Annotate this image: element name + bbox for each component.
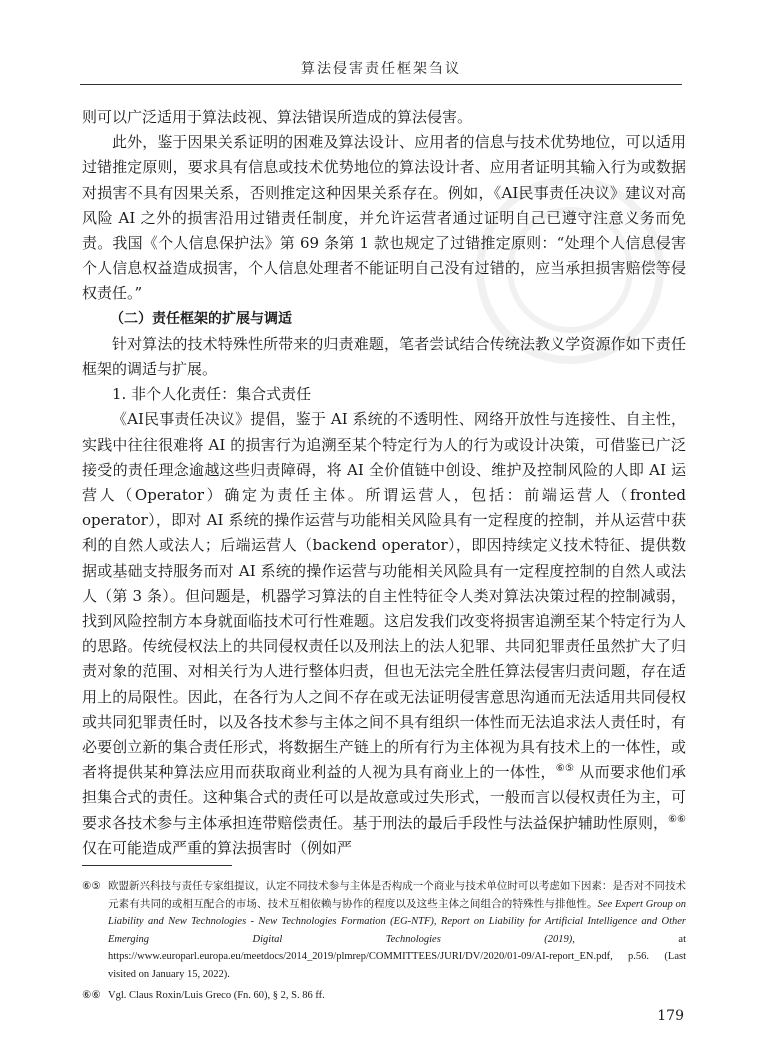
header-rule [80,84,682,85]
footnote-65 [82,878,686,983]
footnote-number: ⑥⑥ [82,989,101,1001]
paragraph-2: 此外，鉴于因果关系证明的困难及算法设计、应用者的信息与技术优势地位，可以适用过错推定原则，要求具有信息或技术优势地位的算法设计者、应用者证明其输入行为或数据对损害不具有因果关系，否则推定这种因果关系存在。例如，《AI民事责任决议》建议对高风险 AI 之外的损害沿用过错责任制度，并允许运营者通过证明自己已遵守注意义务而免责。我国《个人信息保护法》第 69 条第 1 款也规定了过错推定原则：“处理个人信息侵害个人信息权益造成损害，个人信息处理者不能证明自己没有过错的，应当承担损害赔偿等侵权责任。” [82,133,686,303]
footnote-number: ⑥⑤ [82,880,101,892]
running-head: 算法侵害责任框架刍议 [301,61,461,77]
footnote-citation-title: See Expert Group on Liability and New Technologies - New Technologies Formation (EG-NTF), Report on Liability for Artificial Intelligence and Other Emerging Digital Technologies (2019) [108,898,687,945]
footnote-ref-66[interactable]: ⑥⑥ [668,813,686,825]
footnote-66 [82,987,686,1005]
footnote-citation-link[interactable]: , at https://www.europarl.europa.eu/meetdocs/2014_2019/plmrep/COMMITTEES/JURI/DV/2020/01-09/AI-report_EN.pdf, p.56. (Last visited on January 15, 2022). [108,933,686,980]
footnote-text-zh: 欧盟新兴科技与责任专家组提议，认定不同技术参与主体是否构成一个商业与技术单位时可以考虑如下因素：是否对不同技术元素有共同的或相互配合的市场、技术互相依赖与协作的程度以及这些主体之间组合的特殊性与排他性。 [108,880,686,910]
main-text [82,105,686,861]
paragraph-4-part-a: 《AI民事责任决议》提倡，鉴于 AI 系统的不透明性、网络开放性与连接性、自主性，实践中往往很难将 AI 的损害行为追溯至某个特定行为人的行为或设计决策，可借鉴已广泛接受的责任理念逾越这些归责障碍，将 AI 全价值链中创设、维护及控制风险的人即 AI 运营人（Operator）确定为责任主体。所谓运营人，包括：前端运营人（fronted operator），即对 AI 系统的操作运营与功能相关风险具有一定程度的控制，并从运营中获利的自然人或法人；后端运营人（backend operator），即因持续定义技术特征、提供数据或基础支持服务而对 AI 系统的操作运营与功能相关风险具有一定程度控制的自然人或法人（第 3 条）。但问题是，机器学习算法的自主性特征令人类对算法决策过程的控制减弱，找到风险控制方本身就面临技术可行性难题。这启发我们改变将损害追溯至某个特定行为人的思路。传统侵权法上的共同侵权责任以及刑法上的法人犯罪、共同犯罪责任虽然扩大了归责对象的范围、对相关行为人进行整体归责，但也无法完全胜任算法侵害归责问题，存在适用上的局限性。因此，在各行为人之间不存在或无法证明侵害意思沟通而无法适用共同侵权或共同犯罪责任时，以及各技术参与主体之间不具有组织一体性而无法追求法人责任时，有必要创立新的集合责任形式，将数据生产链上的所有行为主体视为具有技术上的一体性，或者将提供某种算法应用而获取商业利益的人视为具有商业上的一体性， [82,410,686,782]
page-number: 179 [657,1008,684,1024]
paragraph-4-part-c: 仅在可能造成严重的算法损害时（例如严 [82,838,353,857]
paragraph-1: 则可以广泛适用于算法歧视、算法错误所造成的算法侵害。 [82,108,473,126]
footnote-ref-65[interactable]: ⑥⑤ [555,763,575,775]
section-heading: （二）责任框架的扩展与调适 [110,310,292,327]
paragraph-4-part-b: 从而要求他们承担集合式的责任。这种集合式的责任可以是故意或过失形式，一般而言以侵权责任为主，可要求各技术参与主体承担连带赔偿责任。基于刑法的最后手段性与法益保护辅助性原则， [82,763,686,832]
footnote-citation: Vgl. Claus Roxin/Luis Greco (Fn. 60), § 2, S. 86 ff. [108,990,325,1001]
subsection-heading: 1. 非个人化责任：集合式责任 [112,385,312,404]
paragraph-4 [82,407,686,861]
paragraph-3: 针对算法的技术特殊性所带来的归责难题，笔者尝试结合传统法教义学资源作如下责任框架的调适与扩展。 [82,334,686,379]
footnotes [82,878,686,1009]
footnote-rule [82,865,232,866]
